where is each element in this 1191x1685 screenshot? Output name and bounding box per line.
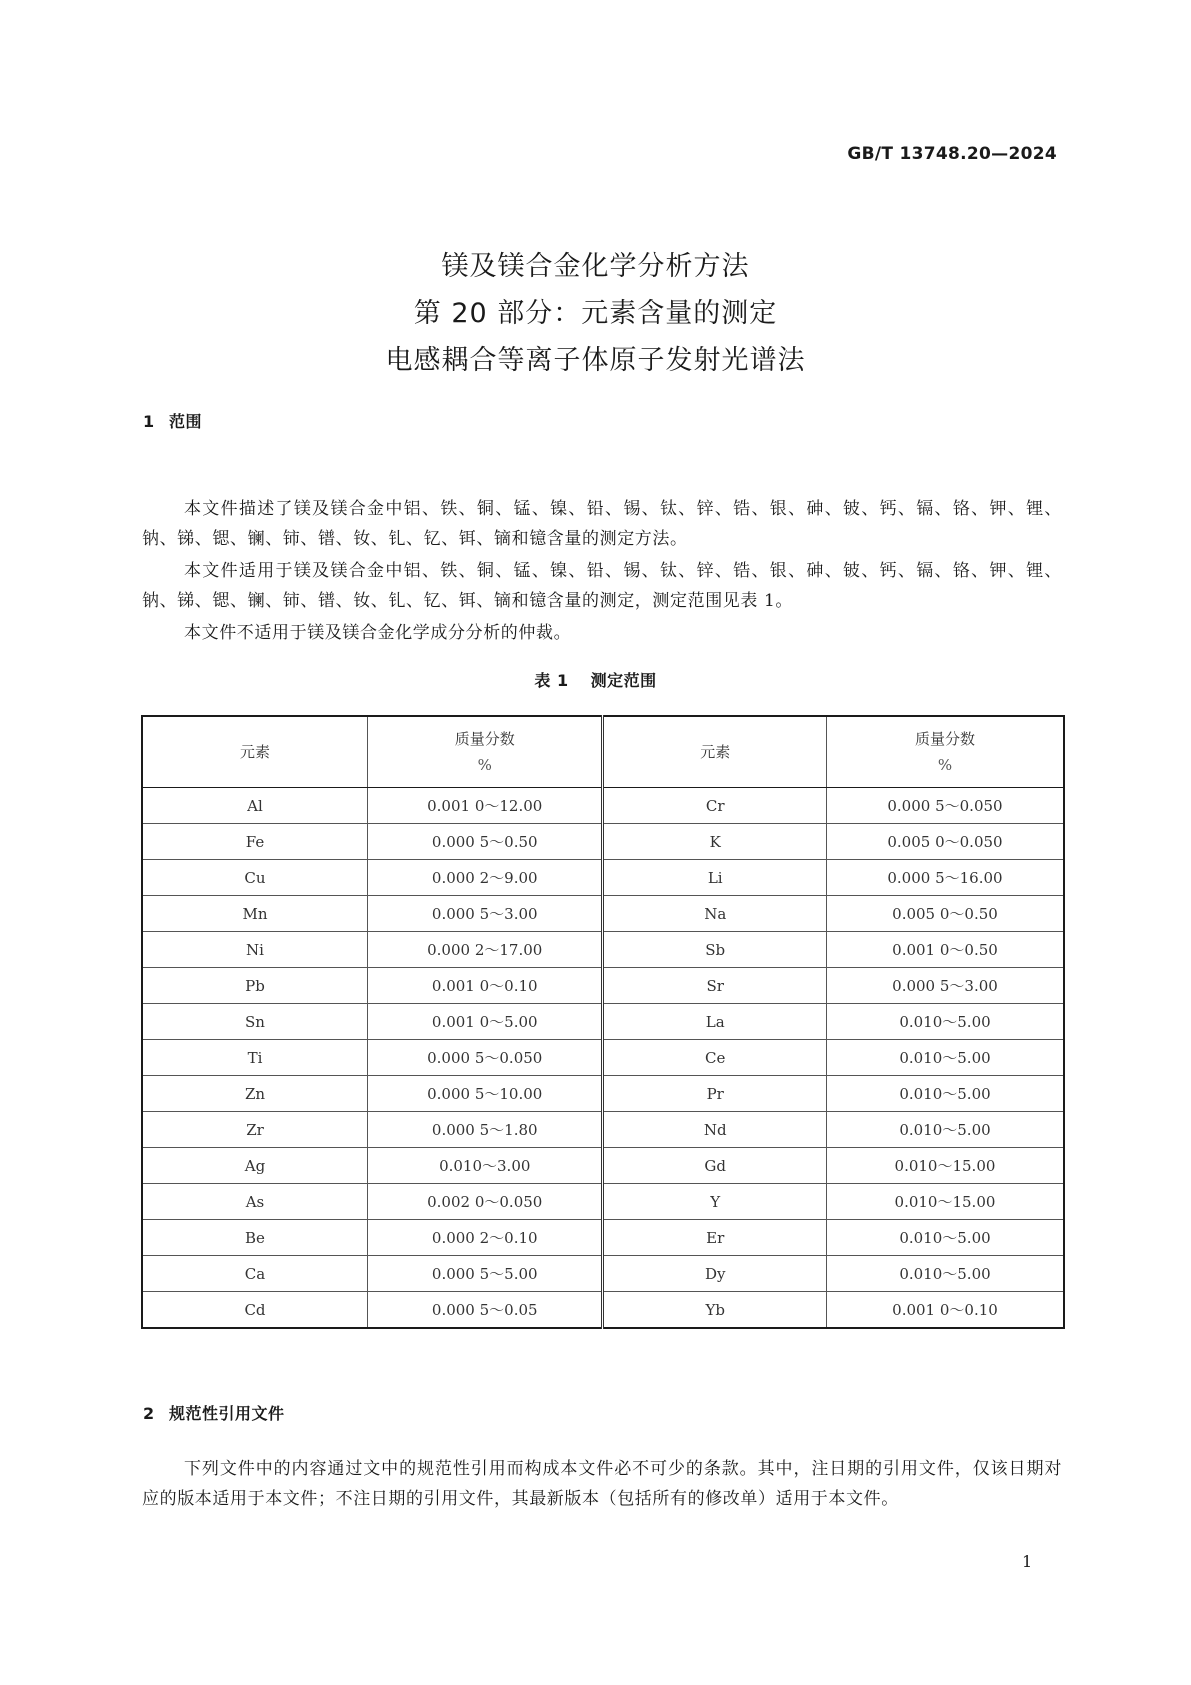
element-right-cell: Ce (603, 1040, 826, 1076)
mass-fraction-right-cell: 0.010～5.00 (826, 1076, 1064, 1112)
element-right-cell: Li (603, 860, 826, 896)
section-1-number: 1 (143, 412, 155, 431)
mass-fraction-right-cell: 0.000 5～16.00 (826, 860, 1064, 896)
table-row (142, 1292, 1064, 1329)
element-right-cell: Cr (603, 788, 826, 824)
header-element-left: 元素 (142, 716, 367, 788)
title-line-2: 第 20 部分：元素含量的测定 (413, 298, 778, 329)
mass-fraction-left-cell: 0.000 5～3.00 (367, 896, 603, 932)
element-left-cell: Ca (142, 1256, 367, 1292)
element-left-cell: Ni (142, 932, 367, 968)
mass-fraction-right-cell: 0.000 5～3.00 (826, 968, 1064, 1004)
mass-fraction-right-cell: 0.010～5.00 (826, 1112, 1064, 1148)
header-unit: % (937, 756, 953, 774)
table-row (142, 1148, 1064, 1184)
element-right-cell: Yb (603, 1292, 826, 1329)
table-body (142, 788, 1064, 1329)
page-number: 1 (1022, 1552, 1033, 1571)
table-row (142, 860, 1064, 896)
element-left-cell: Pb (142, 968, 367, 1004)
mass-fraction-left-cell: 0.000 5～1.80 (367, 1112, 603, 1148)
mass-fraction-right-cell: 0.010～5.00 (826, 1256, 1064, 1292)
header-mass-label: 质量分数 (914, 730, 975, 748)
table-1-label: 表 1 (534, 671, 569, 690)
mass-fraction-right-cell: 0.010～15.00 (826, 1148, 1064, 1184)
mass-fraction-left-cell: 0.001 0～12.00 (367, 788, 603, 824)
table-row (142, 1076, 1064, 1112)
section-2-title: 规范性引用文件 (169, 1404, 285, 1423)
title-line-1: 镁及镁合金化学分析方法 (441, 251, 750, 282)
section-2-heading (143, 1401, 285, 1424)
element-right-cell: Er (603, 1220, 826, 1256)
element-right-cell: Y (603, 1184, 826, 1220)
mass-fraction-left-cell: 0.000 2～9.00 (367, 860, 603, 896)
table-row (142, 932, 1064, 968)
element-left-cell: Cu (142, 860, 367, 896)
element-right-cell: Sr (603, 968, 826, 1004)
mass-fraction-right-cell: 0.010～5.00 (826, 1004, 1064, 1040)
element-left-cell: Cd (142, 1292, 367, 1329)
table-row (142, 824, 1064, 860)
header-unit: % (477, 756, 492, 774)
table-row (142, 1220, 1064, 1256)
element-left-cell: Ti (142, 1040, 367, 1076)
mass-fraction-left-cell: 0.010～3.00 (367, 1148, 603, 1184)
mass-fraction-left-cell: 0.000 5～0.050 (367, 1040, 603, 1076)
mass-fraction-right-cell: 0.010～5.00 (826, 1040, 1064, 1076)
header-mass-right (826, 716, 1064, 788)
table-row (142, 1184, 1064, 1220)
range-table (141, 715, 1065, 1329)
table-header-row (142, 716, 1064, 788)
element-right-cell: Na (603, 896, 826, 932)
title-line-3: 电感耦合等离子体原子发射光谱法 (385, 345, 806, 376)
header-element-right: 元素 (603, 716, 826, 788)
table-row (142, 968, 1064, 1004)
header-mass-left (367, 716, 603, 788)
element-right-cell: Pr (603, 1076, 826, 1112)
table-row (142, 788, 1064, 824)
section-2-number: 2 (143, 1404, 155, 1423)
mass-fraction-left-cell: 0.001 0～0.10 (367, 968, 603, 1004)
element-left-cell: As (142, 1184, 367, 1220)
mass-fraction-right-cell: 0.001 0～0.10 (826, 1292, 1064, 1329)
mass-fraction-left-cell: 0.000 5～5.00 (367, 1256, 603, 1292)
element-right-cell: Nd (603, 1112, 826, 1148)
mass-fraction-right-cell: 0.001 0～0.50 (826, 932, 1064, 968)
section-2-paragraph-1: 下列文件中的内容通过文中的规范性引用而构成本文件必不可少的条款。其中，注日期的引用文件，仅该日期对应的版本适用于本文件；不注日期的引用文件，其最新版本（包括所有的修改单）适用于本文件。 (142, 1459, 1062, 1509)
mass-fraction-left-cell: 0.001 0～5.00 (367, 1004, 603, 1040)
element-left-cell: Mn (142, 896, 367, 932)
element-left-cell: Zr (142, 1112, 367, 1148)
element-right-cell: La (603, 1004, 826, 1040)
element-right-cell: Gd (603, 1148, 826, 1184)
header-mass-label: 质量分数 (454, 730, 515, 748)
element-left-cell: Sn (142, 1004, 367, 1040)
section-1-title: 范围 (169, 412, 203, 431)
standard-code: GB/T 13748.20—2024 (847, 144, 1057, 164)
table-1-title: 测定范围 (590, 671, 657, 690)
element-left-cell: Zn (142, 1076, 367, 1112)
element-left-cell: Fe (142, 824, 367, 860)
mass-fraction-right-cell: 0.010～5.00 (826, 1220, 1064, 1256)
section-1-heading (143, 409, 202, 432)
table-row (142, 896, 1064, 932)
table-row (142, 1112, 1064, 1148)
table-1-caption (0, 668, 1191, 691)
element-left-cell: Be (142, 1220, 367, 1256)
mass-fraction-right-cell: 0.005 0～0.050 (826, 824, 1064, 860)
mass-fraction-right-cell: 0.010～15.00 (826, 1184, 1064, 1220)
section-1-paragraph-1: 本文件描述了镁及镁合金中铝、铁、铜、锰、镍、铅、锡、钛、锌、锆、银、砷、铍、钙、镉、铬、钾、锂、钠、锑、锶、镧、铈、镨、钕、钆、钇、铒、镝和镱含量的测定方法。 (142, 499, 1062, 549)
mass-fraction-right-cell: 0.005 0～0.50 (826, 896, 1064, 932)
table-row (142, 1004, 1064, 1040)
mass-fraction-left-cell: 0.000 5～0.05 (367, 1292, 603, 1329)
element-right-cell: K (603, 824, 826, 860)
mass-fraction-left-cell: 0.000 2～17.00 (367, 932, 603, 968)
element-right-cell: Sb (603, 932, 826, 968)
mass-fraction-left-cell: 0.000 5～0.50 (367, 824, 603, 860)
element-left-cell: Ag (142, 1148, 367, 1184)
mass-fraction-left-cell: 0.000 2～0.10 (367, 1220, 603, 1256)
mass-fraction-left-cell: 0.000 5～10.00 (367, 1076, 603, 1112)
mass-fraction-right-cell: 0.000 5～0.050 (826, 788, 1064, 824)
table-row (142, 1256, 1064, 1292)
document-title (0, 243, 1191, 384)
table-row (142, 1040, 1064, 1076)
element-left-cell: Al (142, 788, 367, 824)
element-right-cell: Dy (603, 1256, 826, 1292)
mass-fraction-left-cell: 0.002 0～0.050 (367, 1184, 603, 1220)
section-1-paragraph-2: 本文件适用于镁及镁合金中铝、铁、铜、锰、镍、铅、锡、钛、锌、锆、银、砷、铍、钙、镉、铬、钾、锂、钠、锑、锶、镧、铈、镨、钕、钆、钇、铒、镝和镱含量的测定，测定范围见表 1。 (142, 561, 1062, 611)
section-1-paragraph-3: 本文件不适用于镁及镁合金化学成分分析的仲裁。 (184, 623, 572, 643)
